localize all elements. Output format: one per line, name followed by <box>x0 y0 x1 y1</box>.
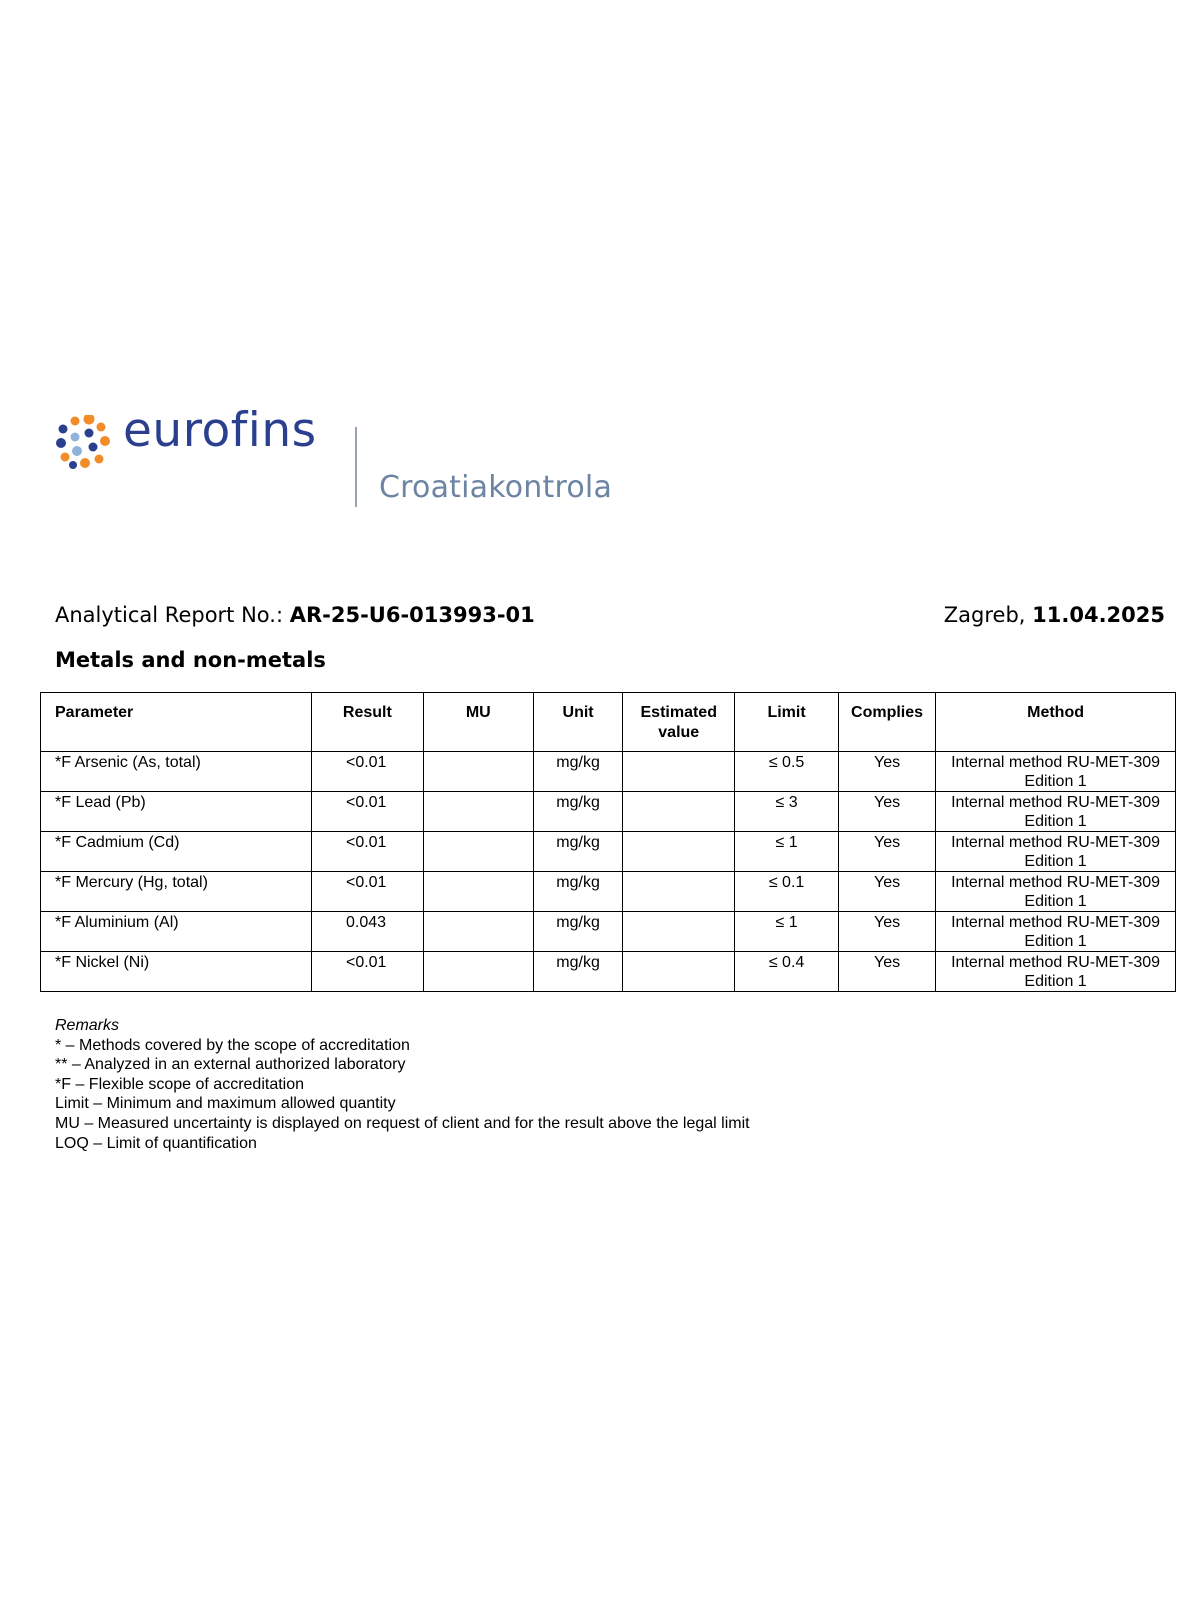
cell-limit: ≤ 1 <box>735 912 839 952</box>
cell-unit: mg/kg <box>533 912 622 952</box>
cell-method <box>936 752 1176 792</box>
cell-complies: Yes <box>838 792 935 832</box>
cell-result: <0.01 <box>311 872 423 912</box>
cell-parameter: *F Arsenic (As, total) <box>41 752 312 792</box>
method-line2: Edition 1 <box>1024 933 1087 950</box>
method-line2: Edition 1 <box>1024 773 1087 790</box>
cell-complies: Yes <box>838 912 935 952</box>
header-estimated-line1: Estimated <box>640 704 717 721</box>
cell-method <box>936 952 1176 992</box>
report-number: AR-25-U6-013993-01 <box>289 603 535 627</box>
method-line1: Internal method RU-MET-309 <box>951 954 1161 971</box>
table-row <box>41 792 1176 832</box>
logo-dot <box>85 429 94 438</box>
remarks-block <box>55 1016 750 1153</box>
cell-mu <box>423 872 533 912</box>
logo-dot <box>71 417 80 426</box>
cell-method <box>936 872 1176 912</box>
remark-line: * – Methods covered by the scope of accreditation <box>55 1036 410 1054</box>
remark-line: Limit – Minimum and maximum allowed quantity <box>55 1095 396 1113</box>
logo-dot <box>84 415 95 425</box>
cell-estimated <box>623 832 735 872</box>
header-parameter: Parameter <box>41 693 312 752</box>
cell-result: <0.01 <box>311 752 423 792</box>
cell-parameter: *F Nickel (Ni) <box>41 952 312 992</box>
table-row <box>41 832 1176 872</box>
logo-dot <box>71 433 80 442</box>
report-city: Zagreb, <box>943 603 1033 627</box>
remarks-title: Remarks <box>55 1017 120 1034</box>
remark-line: *F – Flexible scope of accreditation <box>55 1075 305 1093</box>
cell-limit: ≤ 0.4 <box>735 952 839 992</box>
cell-estimated <box>623 952 735 992</box>
method-line1: Internal method RU-MET-309 <box>951 794 1161 811</box>
method-line2: Edition 1 <box>1024 853 1087 870</box>
header-complies: Complies <box>838 693 935 752</box>
cell-limit: ≤ 1 <box>735 832 839 872</box>
logo-divider <box>355 427 357 507</box>
method-line1: Internal method RU-MET-309 <box>951 834 1161 851</box>
cell-complies: Yes <box>838 952 935 992</box>
cell-mu <box>423 952 533 992</box>
logo-dot <box>61 453 70 462</box>
cell-limit: ≤ 0.1 <box>735 872 839 912</box>
report-number-line <box>55 603 535 627</box>
cell-method <box>936 832 1176 872</box>
remark-line: MU – Measured uncertainty is displayed on request of client and for the result above the legal limit <box>55 1114 750 1132</box>
header-estimated-line2: value <box>658 724 700 741</box>
logo-dot <box>69 461 77 469</box>
header-estimated-value <box>623 693 735 752</box>
sub-brand-name: Croatiakontrola <box>379 470 613 505</box>
logo-dot <box>56 438 66 448</box>
method-line1: Internal method RU-MET-309 <box>951 874 1161 891</box>
cell-mu <box>423 832 533 872</box>
cell-limit: ≤ 3 <box>735 792 839 832</box>
remark-line: LOQ – Limit of quantification <box>55 1134 257 1152</box>
method-line2: Edition 1 <box>1024 813 1087 830</box>
report-date-line <box>944 603 1165 627</box>
method-line2: Edition 1 <box>1024 973 1087 990</box>
table-header-row <box>41 693 1176 752</box>
cell-unit: mg/kg <box>533 832 622 872</box>
cell-limit: ≤ 0.5 <box>735 752 839 792</box>
remark-line: ** – Analyzed in an external authorized laboratory <box>55 1056 406 1074</box>
company-logo <box>55 403 655 515</box>
cell-complies: Yes <box>838 752 935 792</box>
cell-unit: mg/kg <box>533 752 622 792</box>
report-label: Analytical Report No.: <box>55 603 290 627</box>
cell-mu <box>423 912 533 952</box>
cell-estimated <box>623 752 735 792</box>
cell-method <box>936 912 1176 952</box>
logo-dot <box>100 436 110 446</box>
cell-method <box>936 792 1176 832</box>
cell-parameter: *F Cadmium (Cd) <box>41 832 312 872</box>
cell-complies: Yes <box>838 832 935 872</box>
logo-dot <box>80 458 90 468</box>
logo-dot <box>89 443 98 452</box>
cell-result: <0.01 <box>311 832 423 872</box>
method-line1: Internal method RU-MET-309 <box>951 754 1161 771</box>
eurofins-dots-icon <box>55 415 111 471</box>
header-result: Result <box>311 693 423 752</box>
cell-result: <0.01 <box>311 792 423 832</box>
logo-dot <box>97 423 106 432</box>
cell-mu <box>423 752 533 792</box>
cell-unit: mg/kg <box>533 792 622 832</box>
table-row <box>41 872 1176 912</box>
report-date: 11.04.2025 <box>1032 603 1165 627</box>
table-row <box>41 952 1176 992</box>
cell-parameter: *F Aluminium (Al) <box>41 912 312 952</box>
header-limit: Limit <box>735 693 839 752</box>
cell-mu <box>423 792 533 832</box>
cell-complies: Yes <box>838 872 935 912</box>
cell-unit: mg/kg <box>533 872 622 912</box>
logo-dot <box>72 446 82 456</box>
results-table <box>40 692 1176 992</box>
logo-dot <box>95 455 104 464</box>
brand-name: eurofins <box>123 403 317 458</box>
cell-estimated <box>623 872 735 912</box>
logo-dot <box>59 425 68 434</box>
section-title: Metals and non-metals <box>55 648 326 672</box>
header-mu: MU <box>423 693 533 752</box>
cell-parameter: *F Mercury (Hg, total) <box>41 872 312 912</box>
cell-estimated <box>623 792 735 832</box>
method-line2: Edition 1 <box>1024 893 1087 910</box>
cell-result: <0.01 <box>311 952 423 992</box>
cell-parameter: *F Lead (Pb) <box>41 792 312 832</box>
cell-result: 0.043 <box>311 912 423 952</box>
table-row <box>41 752 1176 792</box>
method-line1: Internal method RU-MET-309 <box>951 914 1161 931</box>
cell-unit: mg/kg <box>533 952 622 992</box>
cell-estimated <box>623 912 735 952</box>
table-row <box>41 912 1176 952</box>
header-method: Method <box>936 693 1176 752</box>
header-unit: Unit <box>533 693 622 752</box>
